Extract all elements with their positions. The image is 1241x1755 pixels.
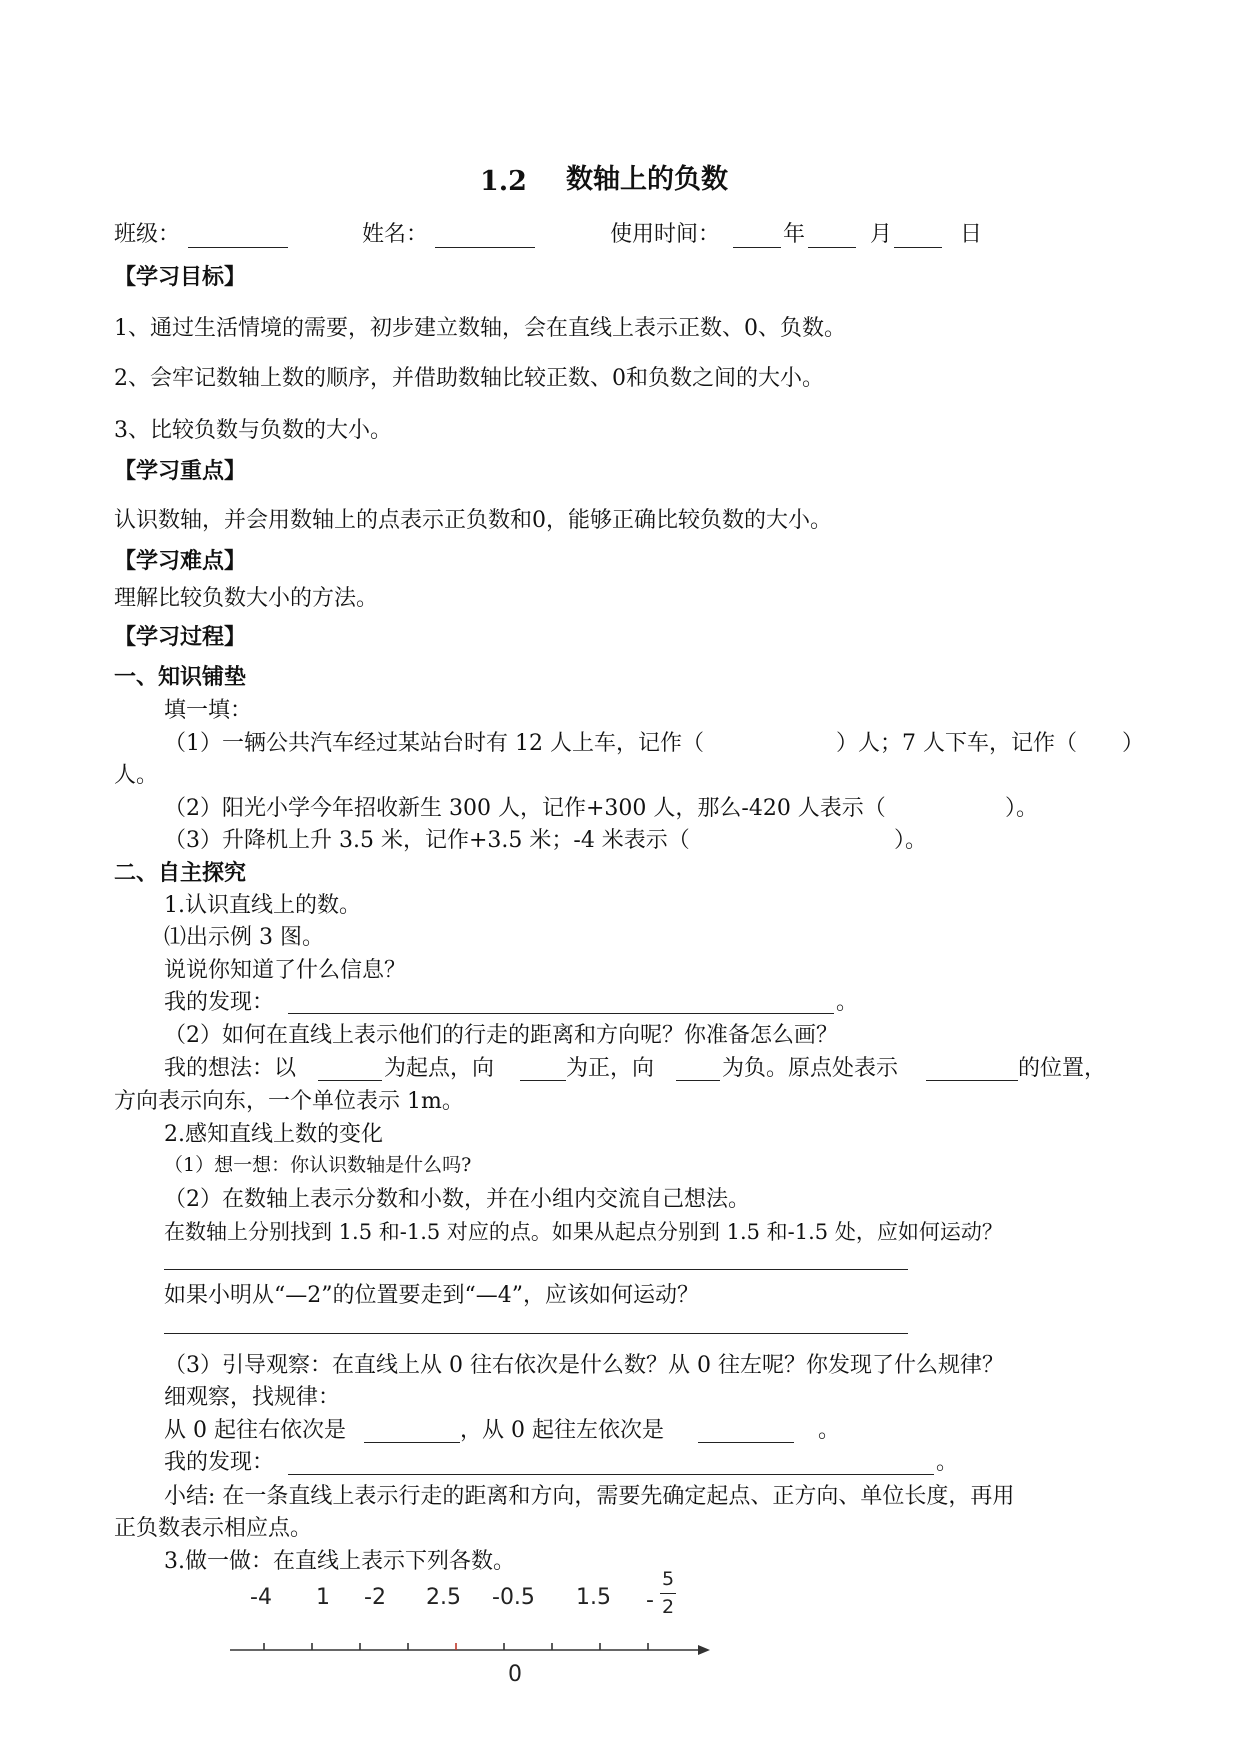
section2-heading: 二、自主探究	[114, 860, 247, 886]
s2-line-h: 我的发现：	[164, 1450, 275, 1475]
goal-item-2: 2、会牢记数轴上数的顺序，并借助数轴比较正数、0和负数之间的大小。	[114, 366, 824, 391]
month-blank[interactable]	[808, 247, 856, 248]
s2-rule-c: 。	[818, 1418, 841, 1443]
year-label: 年	[783, 222, 806, 247]
goals-heading: 【学习目标】	[114, 264, 247, 290]
s1-idea-d: 为负。原点处表示	[722, 1056, 899, 1081]
s2-line-f: 细观察，找规律：	[164, 1385, 341, 1410]
s1-origin-blank[interactable]	[318, 1080, 382, 1081]
s1-line-c: 我的发现：	[164, 990, 275, 1015]
numberline-label: -4	[250, 1585, 272, 1610]
number-line	[220, 1630, 720, 1670]
s2-rule-b: ，从 0 起往左依次是	[460, 1418, 664, 1443]
q1-part-b: ）人；7 人下车，记作（	[836, 731, 1077, 756]
s1-idea-b: 为起点，向	[384, 1056, 495, 1081]
summary-line-a: 小结: 在一条直线上表示行走的距离和方向，需要先确定起点、正方向、单位长度，再用	[164, 1484, 1015, 1509]
s2-answer-blank-2[interactable]	[164, 1333, 908, 1334]
s1-idea-c: 为正，向	[566, 1056, 655, 1081]
month-label: 月	[870, 222, 893, 247]
numberline-zero-label: 0	[508, 1662, 522, 1687]
s1-line-b: 说说你知道了什么信息？	[164, 958, 407, 983]
difficulty-heading: 【学习难点】	[114, 548, 247, 574]
q3-part-b: ）。	[894, 828, 928, 853]
name-label: 姓名：	[362, 222, 429, 247]
fraction-sign: -	[646, 1588, 654, 1613]
s2-line-e: （3）引导观察：在直线上从 0 往右依次是什么数？从 0 往左呢？你发现了什么规律？	[164, 1353, 1004, 1378]
q1-part-d: 人。	[114, 763, 159, 788]
s1-line-c-end: 。	[836, 990, 859, 1015]
s1-title: 1.认识直线上的数。	[164, 893, 361, 918]
summary-line-b: 正负数表示相应点。	[114, 1516, 313, 1541]
q1-part-a: （1）一辆公共汽车经过某站台时有 12 人上车，记作（	[164, 731, 704, 756]
q2-part-a: （2）阳光小学今年招收新生 300 人，记作+300 人，那么-420 人表示（	[164, 796, 886, 821]
numberline-label: -0.5	[492, 1585, 535, 1610]
s2-line-c: 在数轴上分别找到 1.5 和-1.5 对应的点。如果从起点分别到 1.5 和-1.5 处，应如何运动？	[164, 1220, 1003, 1244]
s1-idea-a: 我的想法：以	[164, 1056, 297, 1081]
s3-title: 3.做一做：在直线上表示下列各数。	[164, 1549, 515, 1574]
s2-answer-blank-1[interactable]	[164, 1269, 908, 1270]
s2-discovery-blank[interactable]	[288, 1474, 934, 1475]
numberline-label: 2.5	[426, 1585, 461, 1610]
fraction-denominator: 2	[662, 1596, 675, 1618]
goal-item-1: 1、通过生活情境的需要，初步建立数轴，会在直线上表示正数、0、负数。	[114, 316, 846, 341]
title-number: 1.2	[480, 166, 527, 197]
numberline-label: -2	[364, 1585, 386, 1610]
s2-line-b: （2）在数轴上表示分数和小数，并在小组内交流自己想法。	[164, 1187, 750, 1212]
s1-line-a: ⑴出示例 3 图。	[164, 925, 324, 950]
keypoints-text: 认识数轴，并会用数轴上的点表示正负数和0，能够正确比较负数的大小。	[114, 508, 832, 533]
s2-line-d: 如果小明从“—2”的位置要走到“—4”，应该如何运动？	[164, 1283, 699, 1308]
fraction-numerator: 5	[662, 1568, 675, 1590]
s2-line-h-end: 。	[936, 1450, 959, 1475]
s1-negative-blank[interactable]	[676, 1080, 720, 1081]
goal-item-3: 3、比较负数与负数的大小。	[114, 418, 392, 443]
process-heading: 【学习过程】	[114, 624, 247, 650]
keypoints-heading: 【学习重点】	[114, 458, 247, 484]
time-label: 使用时间：	[610, 222, 721, 247]
numberline-label: 1	[316, 1585, 330, 1610]
class-label: 班级：	[114, 222, 181, 247]
s1-idea-f: 方向表示向东，一个单位表示 1m。	[114, 1089, 464, 1114]
s2-line-a: （1）想一想：你认识数轴是什么吗?	[164, 1154, 472, 1176]
fill-label: 填一填：	[164, 698, 253, 723]
s2-rule-a: 从 0 起往右依次是	[164, 1418, 346, 1443]
s1-line-d: （2）如何在直线上表示他们的行走的距离和方向呢？你准备怎么画？	[164, 1023, 838, 1048]
difficulty-text: 理解比较负数大小的方法。	[114, 586, 379, 611]
number-line-arrow	[698, 1645, 710, 1655]
s1-discovery-blank[interactable]	[288, 1013, 834, 1014]
s1-location-blank[interactable]	[926, 1080, 1018, 1081]
q3-part-a: （3）升降机上升 3.5 米，记作+3.5 米；-4 米表示（	[164, 828, 690, 853]
page-title: 数轴上的负数	[566, 164, 728, 195]
fraction-bar	[660, 1593, 676, 1594]
number-line-ticks	[264, 1643, 648, 1650]
q2-part-b: ）。	[1005, 796, 1039, 821]
s2-left-blank[interactable]	[698, 1442, 794, 1443]
s2-title: 2.感知直线上数的变化	[164, 1122, 383, 1147]
q1-part-c: ）	[1122, 731, 1145, 756]
name-blank[interactable]	[435, 247, 535, 248]
section1-heading: 一、知识铺垫	[114, 664, 247, 690]
s2-right-blank[interactable]	[364, 1442, 460, 1443]
class-blank[interactable]	[188, 247, 288, 248]
numberline-label: 1.5	[576, 1585, 611, 1610]
year-blank[interactable]	[733, 247, 781, 248]
day-label: 日	[960, 222, 983, 247]
s1-positive-blank[interactable]	[520, 1080, 566, 1081]
s1-idea-e: 的位置，	[1018, 1056, 1107, 1081]
day-blank[interactable]	[894, 247, 942, 248]
